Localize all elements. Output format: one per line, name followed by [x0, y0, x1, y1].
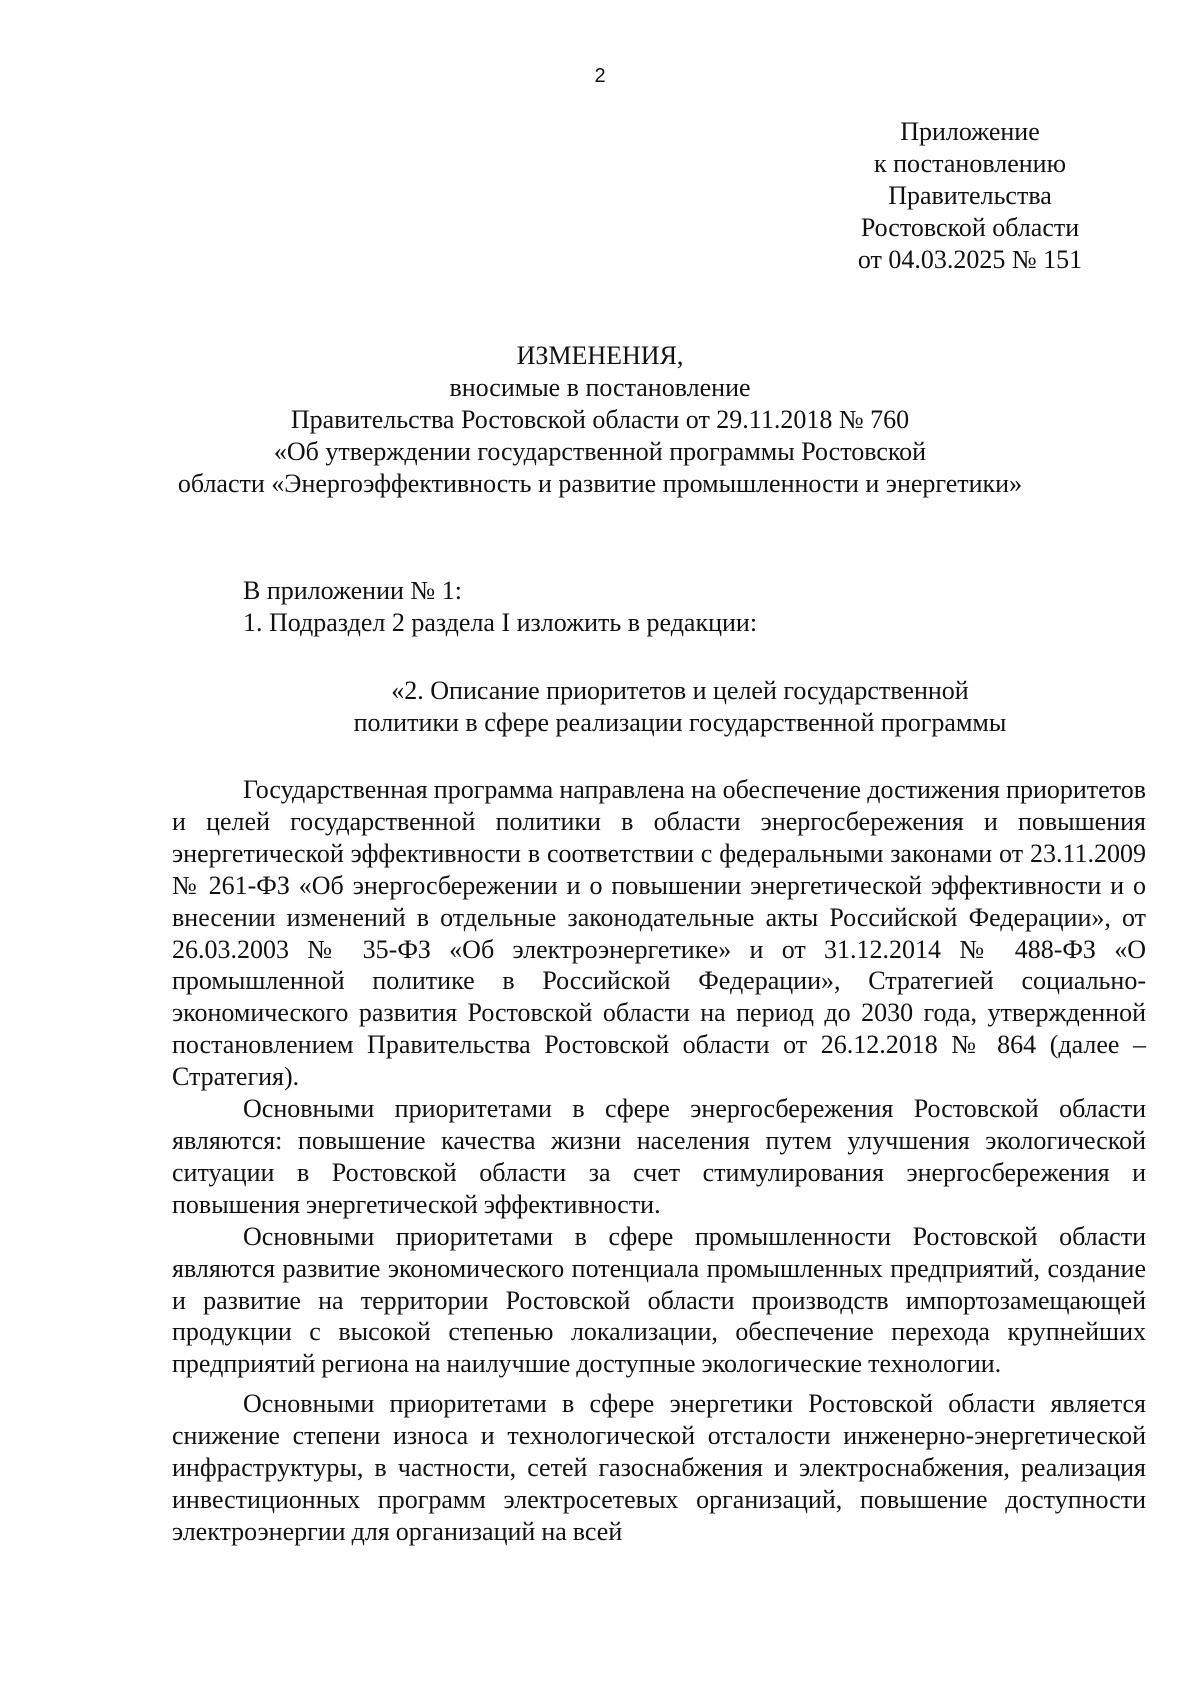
- appendix-line: Правительства: [888, 181, 1052, 210]
- paragraph: Государственная программа направлена на обеспечение достижения приоритетов и целей государственной политики в области энергосбережения и повышения энергетической эффективности в соответствии с федеральными законами от 23.11.2009 № 261-ФЗ «Об энергосбережении и о повышении энергетической эффективности и о внесении изменений в отдельные законодательные акты Российской Федерации», от 26.03.2003 № 35-ФЗ «Об электроэнергетике» и от 31.12.2014 № 488-ФЗ «О промышленной политике в Российской Федерации», Стратегией социально-экономического развития Ростовской области на период до 2030 года, утвержденной постановлением Правительства Ростовской области от 26.12.2018 № 864 (далее – Стратегия).: [172, 775, 1146, 1092]
- paragraph: Основными приоритетами в сфере энергосбережения Ростовской области являются: повышение качества жизни населения путем улучшения экологической ситуации в Ростовской области за счет стимулирования энергосбережения и повышения энергетической эффективности.: [172, 1094, 1146, 1219]
- paragraph: Основными приоритетами в сфере энергетики Ростовской области является снижение степени износа и технологической отсталости инженерно-энергетической инфраструктуры, в частности, сетей газоснабжения и электроснабжения, реализация инвестиционных программ электросетевых организаций, повышение доступности электроэнергии для организаций на всей: [172, 1389, 1146, 1546]
- document-heading: ИЗМЕНЕНИЯ,: [516, 341, 684, 370]
- title-line: вносимые в постановление: [449, 373, 751, 402]
- intro-block: [243, 575, 757, 639]
- title-line: области «Энергоэффективность и развитие промышленности и энергетики»: [177, 469, 1023, 498]
- appendix-block: [820, 116, 1120, 276]
- intro-line: В приложении № 1:: [243, 576, 462, 605]
- appendix-line: к постановлению: [873, 149, 1067, 178]
- body-text: [172, 774, 1146, 1548]
- appendix-line: Ростовской области: [860, 213, 1080, 242]
- appendix-line: Приложение: [900, 117, 1040, 146]
- document-title-block: [0, 340, 1200, 500]
- intro-line: 1. Подраздел 2 раздела I изложить в редакции:: [243, 608, 758, 637]
- page-number: 2: [594, 65, 606, 87]
- title-line: Правительства Ростовской области от 29.11.2018 № 760: [290, 405, 910, 434]
- title-line: «Об утверждении государственной программы Ростовской: [273, 437, 927, 466]
- appendix-date-number: от 04.03.2025 № 151: [857, 245, 1083, 274]
- section-title-line: политики в сфере реализации государственной программы: [353, 708, 1007, 737]
- paragraph: Основными приоритетами в сфере промышленности Ростовской области являются развитие экономического потенциала промышленных предприятий, создание и развитие на территории Ростовской области производств импортозамещающей продукции с высокой степенью локализации, обеспечение перехода крупнейших предприятий региона на наилучшие доступные экологические технологии.: [172, 1221, 1146, 1379]
- section-title: [300, 675, 1060, 739]
- section-title-line: «2. Описание приоритетов и целей государственной: [391, 676, 969, 705]
